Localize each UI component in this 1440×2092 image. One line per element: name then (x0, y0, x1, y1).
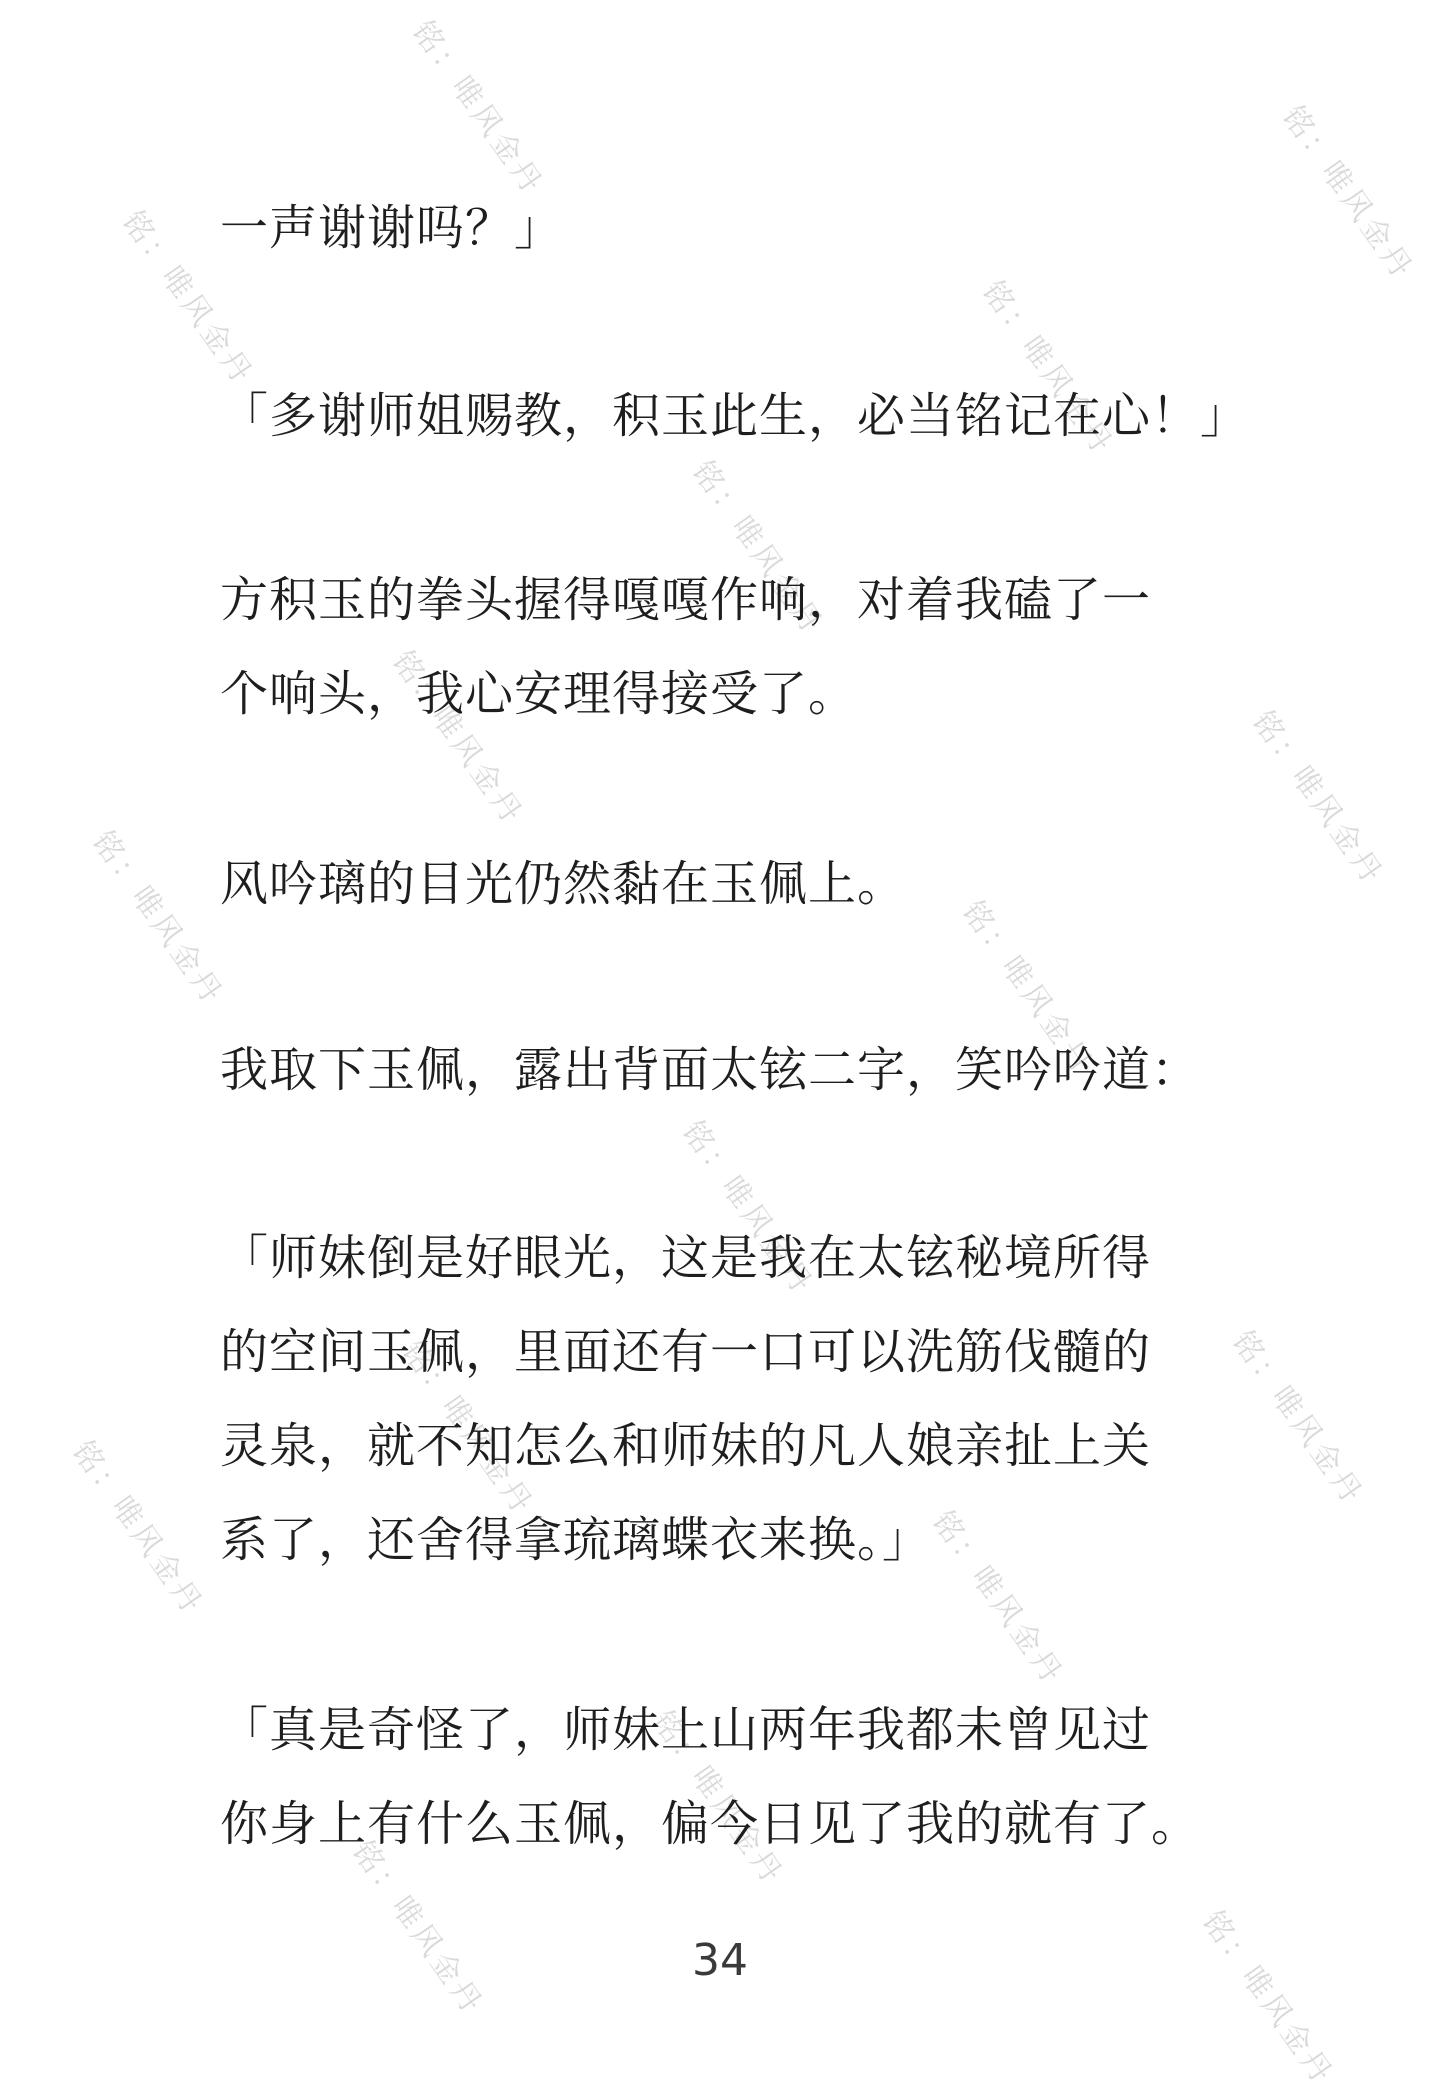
watermark: 铭：唯风金丹 (84, 824, 231, 1012)
watermark: 铭：唯风金丹 (684, 454, 831, 642)
text-line: 你身上有什么玉佩，偏今日见了我的就有了。 (220, 1796, 1201, 1852)
watermark: 铭：唯风金丹 (384, 644, 531, 832)
watermark: 铭：唯风金丹 (114, 204, 261, 392)
watermark: 铭：唯风金丹 (1194, 1904, 1341, 2092)
text-line: 方积玉的拳头握得嘎嘎作响，对着我磕了一 (220, 572, 1152, 628)
watermark: 铭：唯风金丹 (394, 1334, 541, 1522)
watermark: 铭：唯风金丹 (64, 1434, 211, 1622)
watermark: 铭：唯风金丹 (1224, 1324, 1371, 1512)
text-line: 「师妹倒是好眼光，这是我在太铉秘境所得 (220, 1230, 1152, 1286)
watermark: 铭：唯风金丹 (644, 1704, 791, 1892)
watermark: 铭：唯风金丹 (924, 1504, 1071, 1692)
text-line: 灵泉，就不知怎么和师妹的凡人娘亲扯上关 (220, 1418, 1152, 1474)
text-line: 「真是奇怪了，师妹上山两年我都未曾见过 (220, 1702, 1152, 1758)
text-line: 「多谢师姐赐教，积玉此生，必当铭记在心！」 (220, 388, 1250, 444)
watermark: 铭：唯风金丹 (1244, 704, 1391, 892)
text-line: 的空间玉佩，里面还有一口可以洗筋伐髓的 (220, 1324, 1152, 1380)
text-line: 系了，还舍得拿琉璃蝶衣来换。」 (220, 1512, 932, 1568)
text-line: 一声谢谢吗？」 (220, 200, 564, 256)
watermark: 铭：唯风金丹 (954, 894, 1101, 1082)
watermark: 铭：唯风金丹 (674, 1114, 821, 1302)
page-number: 34 (692, 1935, 748, 1986)
text-line: 风吟璃的目光仍然黏在玉佩上。 (220, 856, 907, 912)
watermark: 铭：唯风金丹 (1274, 99, 1421, 287)
watermark: 铭：唯风金丹 (344, 1834, 491, 2022)
text-line: 我取下玉佩，露出背面太铉二字，笑吟吟道： (220, 1042, 1201, 1098)
watermark: 铭：唯风金丹 (974, 274, 1121, 462)
watermark: 铭：唯风金丹 (404, 14, 551, 202)
text-line: 个响头，我心安理得接受了。 (220, 666, 858, 722)
